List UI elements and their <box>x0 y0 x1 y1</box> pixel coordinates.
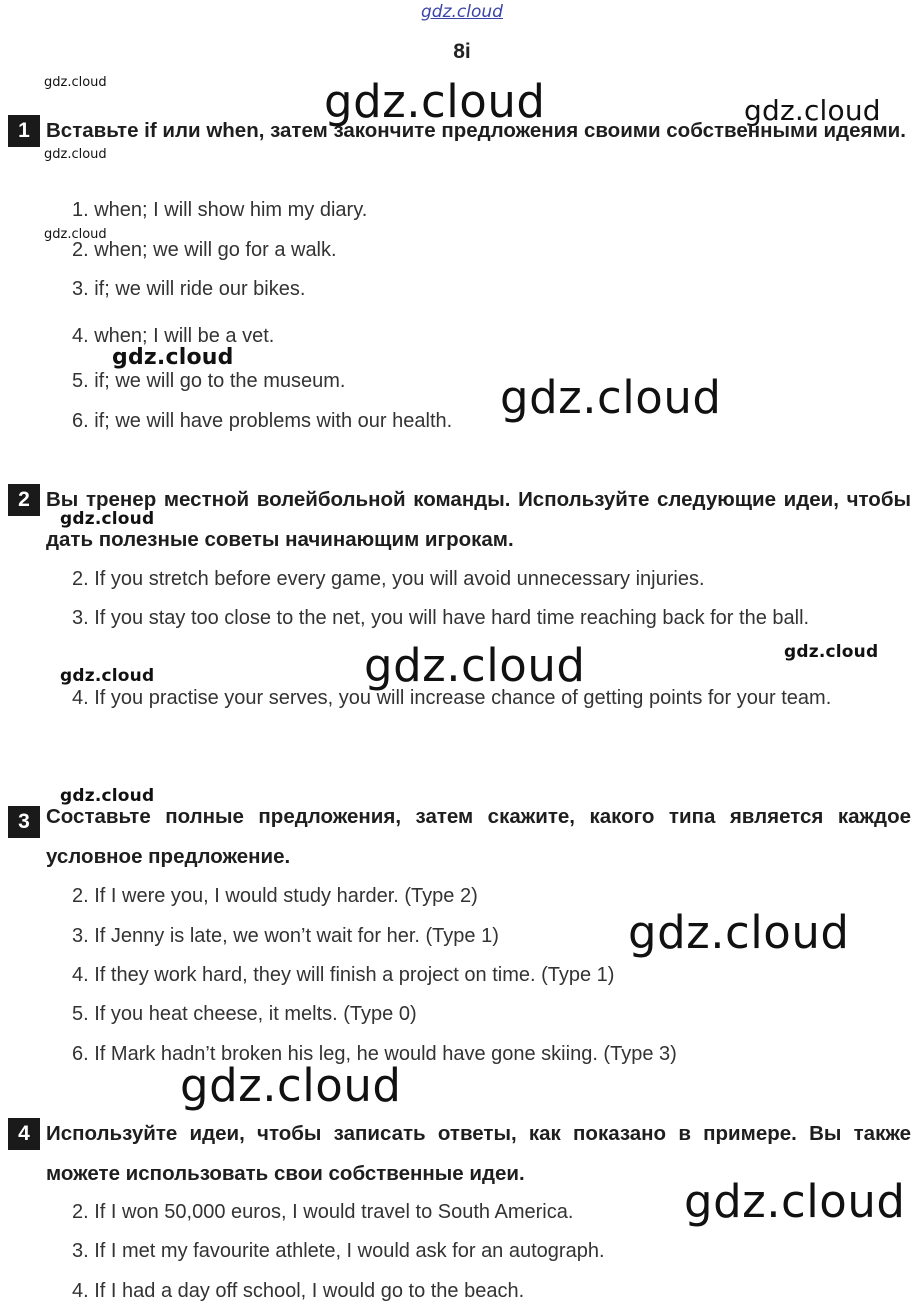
answer-item: 5. If you heat cheese, it melts. (Type 0) <box>72 1003 417 1025</box>
exercise-number: 3 <box>8 806 40 838</box>
watermark: gdz.cloud <box>500 371 722 424</box>
watermark: gdz.cloud <box>44 147 107 162</box>
exercise-number: 2 <box>8 484 40 516</box>
answer-item: 5. if; we will go to the museum. <box>72 370 346 392</box>
watermark: gdz.cloud <box>324 75 546 128</box>
answer-item: 1. when; I will show him my diary. <box>72 199 368 221</box>
exercise-instruction: Вставьте if или when, затем закончите предложения своими собственными идеями. <box>46 119 906 142</box>
answer-item: 4. If I had a day off school, I would go to the beach. <box>72 1280 525 1302</box>
answer-item: 3. If you stay too close to the net, you will have hard time reaching back for the ball. <box>72 607 810 629</box>
watermark: gdz.cloud <box>684 1175 906 1228</box>
answer-item: 3. If I met my favourite athlete, I would ask for an autograph. <box>72 1240 605 1262</box>
page-number: 8i <box>453 40 471 63</box>
watermark: gdz.cloud <box>44 227 107 242</box>
watermark: gdz.cloud <box>60 666 155 686</box>
answer-item: 4. If they work hard, they will finish a project on time. (Type 1) <box>72 964 615 986</box>
site-link[interactable]: gdz.cloud <box>421 2 503 22</box>
answer-item: 6. If Mark hadn’t broken his leg, he would have gone skiing. (Type 3) <box>72 1043 677 1065</box>
watermark: gdz.cloud <box>180 1059 402 1112</box>
exercise-number: 4 <box>8 1118 40 1150</box>
answer-item: 2. If I were you, I would study harder. (Type 2) <box>72 885 478 907</box>
watermark: gdz.cloud <box>784 642 879 662</box>
watermark: gdz.cloud <box>628 906 850 959</box>
watermark: gdz.cloud <box>744 94 881 127</box>
watermark: gdz.cloud <box>364 639 586 692</box>
answer-item: 2. when; we will go for a walk. <box>72 239 337 261</box>
watermark: gdz.cloud <box>44 75 107 90</box>
watermark: gdz.cloud <box>112 345 234 370</box>
answer-item: 2. If I won 50,000 euros, I would travel to South America. <box>72 1201 574 1223</box>
answer-item: 3. if; we will ride our bikes. <box>72 278 306 300</box>
exercise-instruction: Составьте полные предложения, затем скажите, какого типа является каждое условное предложение. <box>46 805 911 868</box>
exercise-number: 1 <box>8 115 40 147</box>
exercise-instruction: Используйте идеи, чтобы записать ответы, как показано в примере. Вы также можете использовать свои собственные идеи. <box>46 1122 911 1185</box>
watermark: gdz.cloud <box>60 509 155 529</box>
answer-item: 3. If Jenny is late, we won’t wait for her. (Type 1) <box>72 925 499 947</box>
answer-item: 2. If you stretch before every game, you will avoid unnecessary injuries. <box>72 568 705 590</box>
answer-item: 4. If you practise your serves, you will increase chance of getting points for your team. <box>72 687 832 709</box>
answer-item: 6. if; we will have problems with our health. <box>72 410 453 432</box>
exercise-instruction: Вы тренер местной волейбольной команды. Используйте следующие идеи, чтобы дать полезные советы начинающим игрокам. <box>46 488 911 551</box>
watermark: gdz.cloud <box>60 786 155 806</box>
answer-item: 4. when; I will be a vet. <box>72 325 275 347</box>
